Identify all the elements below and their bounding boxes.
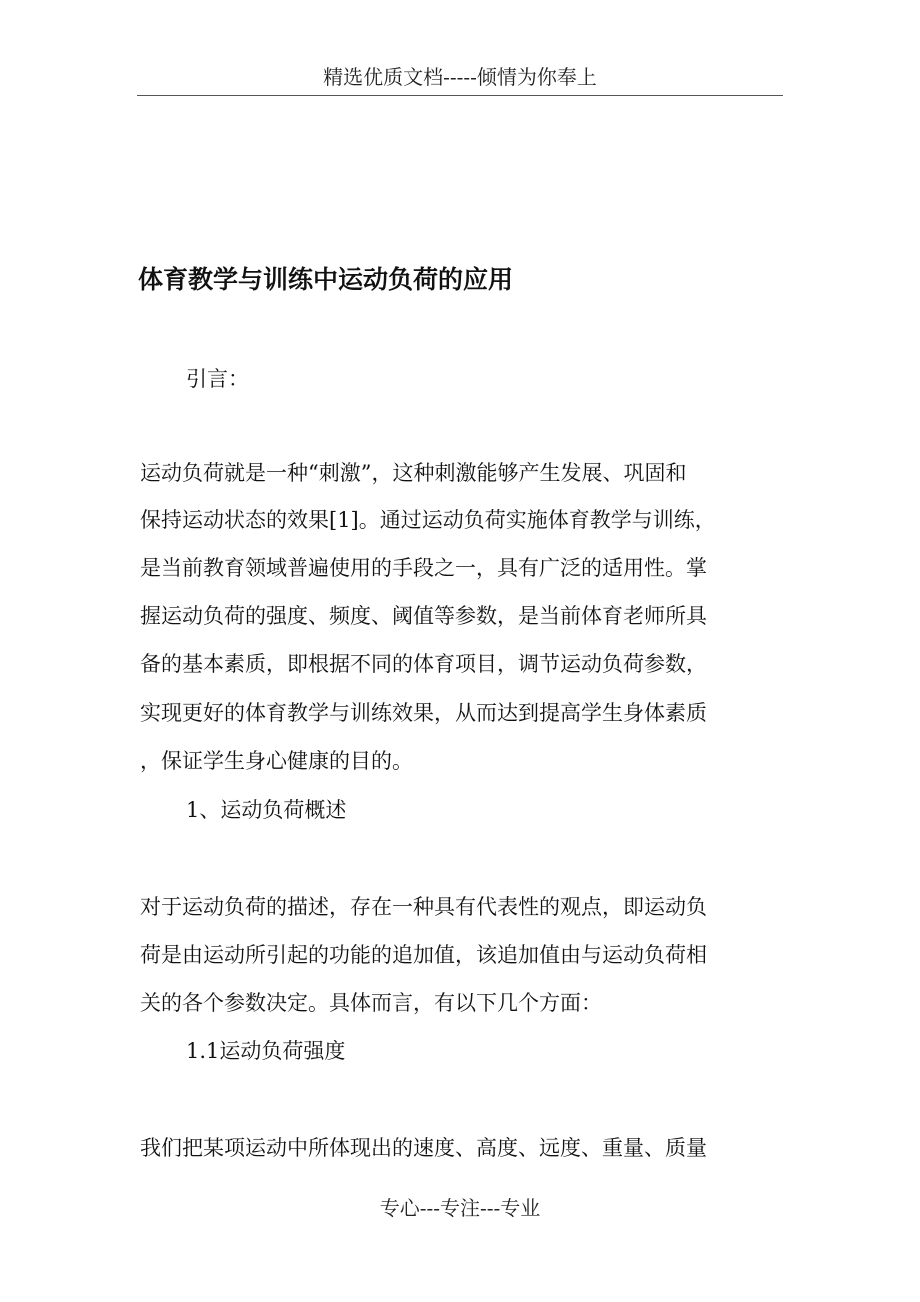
page-header: 精选优质文档-----倾情为你奉上 bbox=[323, 65, 597, 89]
paragraph-1-line-4: 握运动负荷的强度、频度、阈值等参数，是当前体育老师所具 bbox=[140, 604, 707, 628]
paragraph-1-line-6: 实现更好的体育教学与训练效果，从而达到提高学生身体素质 bbox=[140, 701, 707, 725]
paragraph-1-line-3: 是当前教育领域普遍使用的手段之一，具有广泛的适用性。掌 bbox=[140, 556, 707, 580]
header-divider bbox=[137, 95, 783, 96]
paragraph-2-line-2: 荷是由运动所引起的功能的追加值，该追加值由与运动负荷相 bbox=[140, 943, 707, 967]
paragraph-2-line-1: 对于运动负荷的描述，存在一种具有代表性的观点，即运动负 bbox=[140, 895, 707, 919]
paragraph-1-line-1: 运动负荷就是一种“刺激”，这种刺激能够产生发展、巩固和 bbox=[140, 461, 687, 485]
paragraph-1-line-5: 备的基本素质，即根据不同的体育项目，调节运动负荷参数， bbox=[140, 652, 707, 676]
page-footer: 专心---专注---专业 bbox=[379, 1196, 541, 1220]
paragraph-1-line-2: 保持运动状态的效果[1]。通过运动负荷实施体育教学与训练， bbox=[140, 508, 716, 532]
section-1-1-heading: 1.1运动负荷强度 bbox=[186, 1039, 346, 1063]
section-1-heading: 1、运动负荷概述 bbox=[186, 798, 347, 822]
paragraph-2-line-3: 关的各个参数决定。具体而言，有以下几个方面： bbox=[140, 991, 602, 1015]
intro-label: 引言： bbox=[186, 367, 249, 391]
paragraph-3-line-1: 我们把某项运动中所体现出的速度、高度、远度、重量、质量 bbox=[140, 1136, 707, 1160]
paragraph-1-line-7: ，保证学生身心健康的目的。 bbox=[140, 749, 413, 773]
document-title: 体育教学与训练中运动负荷的应用 bbox=[138, 265, 514, 294]
